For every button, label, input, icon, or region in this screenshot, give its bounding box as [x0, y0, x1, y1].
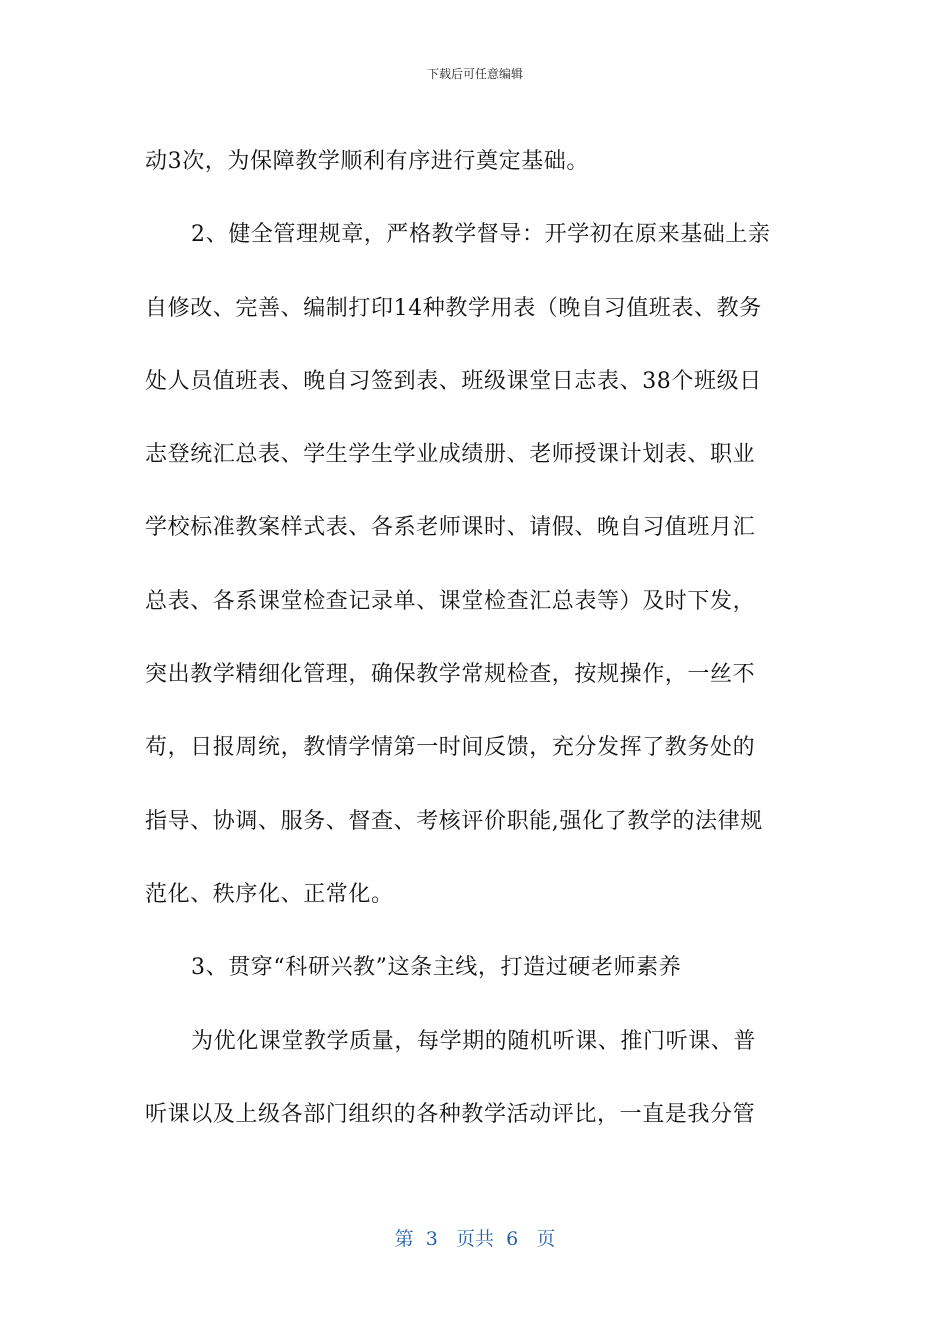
paragraph-line: 苟，日报周统，教情学情第一时间反馈，充分发挥了教务处的	[145, 735, 756, 761]
document-body	[145, 125, 810, 1151]
paragraph-line: 范化、秩序化、正常化。	[145, 881, 394, 907]
paragraph-line: 指导、协调、服务、督查、考核评价职能,强化了教学的法律规	[145, 808, 763, 834]
current-page-number: 3	[425, 1228, 438, 1250]
paragraph-line: 志登统汇总表、学生学生学业成绩册、老师授课计划表、职业	[145, 442, 756, 468]
page-number-footer	[0, 1227, 950, 1251]
section-heading: 3、贯穿“科研兴教”这条主线，打造过硬老师素养	[191, 955, 682, 981]
footer-suffix: 页	[536, 1228, 556, 1250]
paragraph-line: 2、健全管理规章，严格教学督导：开学初在原来基础上亲	[191, 222, 771, 248]
paragraph-line: 为优化课堂教学质量，每学期的随机听课、推门听课、普	[191, 1028, 757, 1054]
paragraph-line: 听课以及上级各部门组织的各种教学活动评比，一直是我分管	[145, 1101, 756, 1127]
page-header: 下载后可任意编辑	[426, 67, 523, 81]
paragraph-line: 学校标准教案样式表、各系老师课时、请假、晚自习值班月汇	[145, 515, 756, 541]
footer-prefix: 第	[394, 1228, 414, 1250]
footer-middle: 页共	[455, 1228, 494, 1250]
paragraph-line: 自修改、完善、编制打印14种教学用表（晚自习值班表、教务	[145, 295, 762, 321]
paragraph-line: 动3次，为保障教学顺利有序进行奠定基础。	[145, 149, 589, 174]
paragraph-line: 总表、各系课堂检查记录单、课堂检查汇总表等）及时下发，	[145, 588, 756, 614]
total-pages-number: 6	[506, 1228, 519, 1250]
paragraph-line: 突出教学精细化管理，确保教学常规检查，按规操作，一丝不	[145, 662, 756, 688]
paragraph-line: 处人员值班表、晚自习签到表、班级课堂日志表、38个班级日	[145, 368, 762, 394]
